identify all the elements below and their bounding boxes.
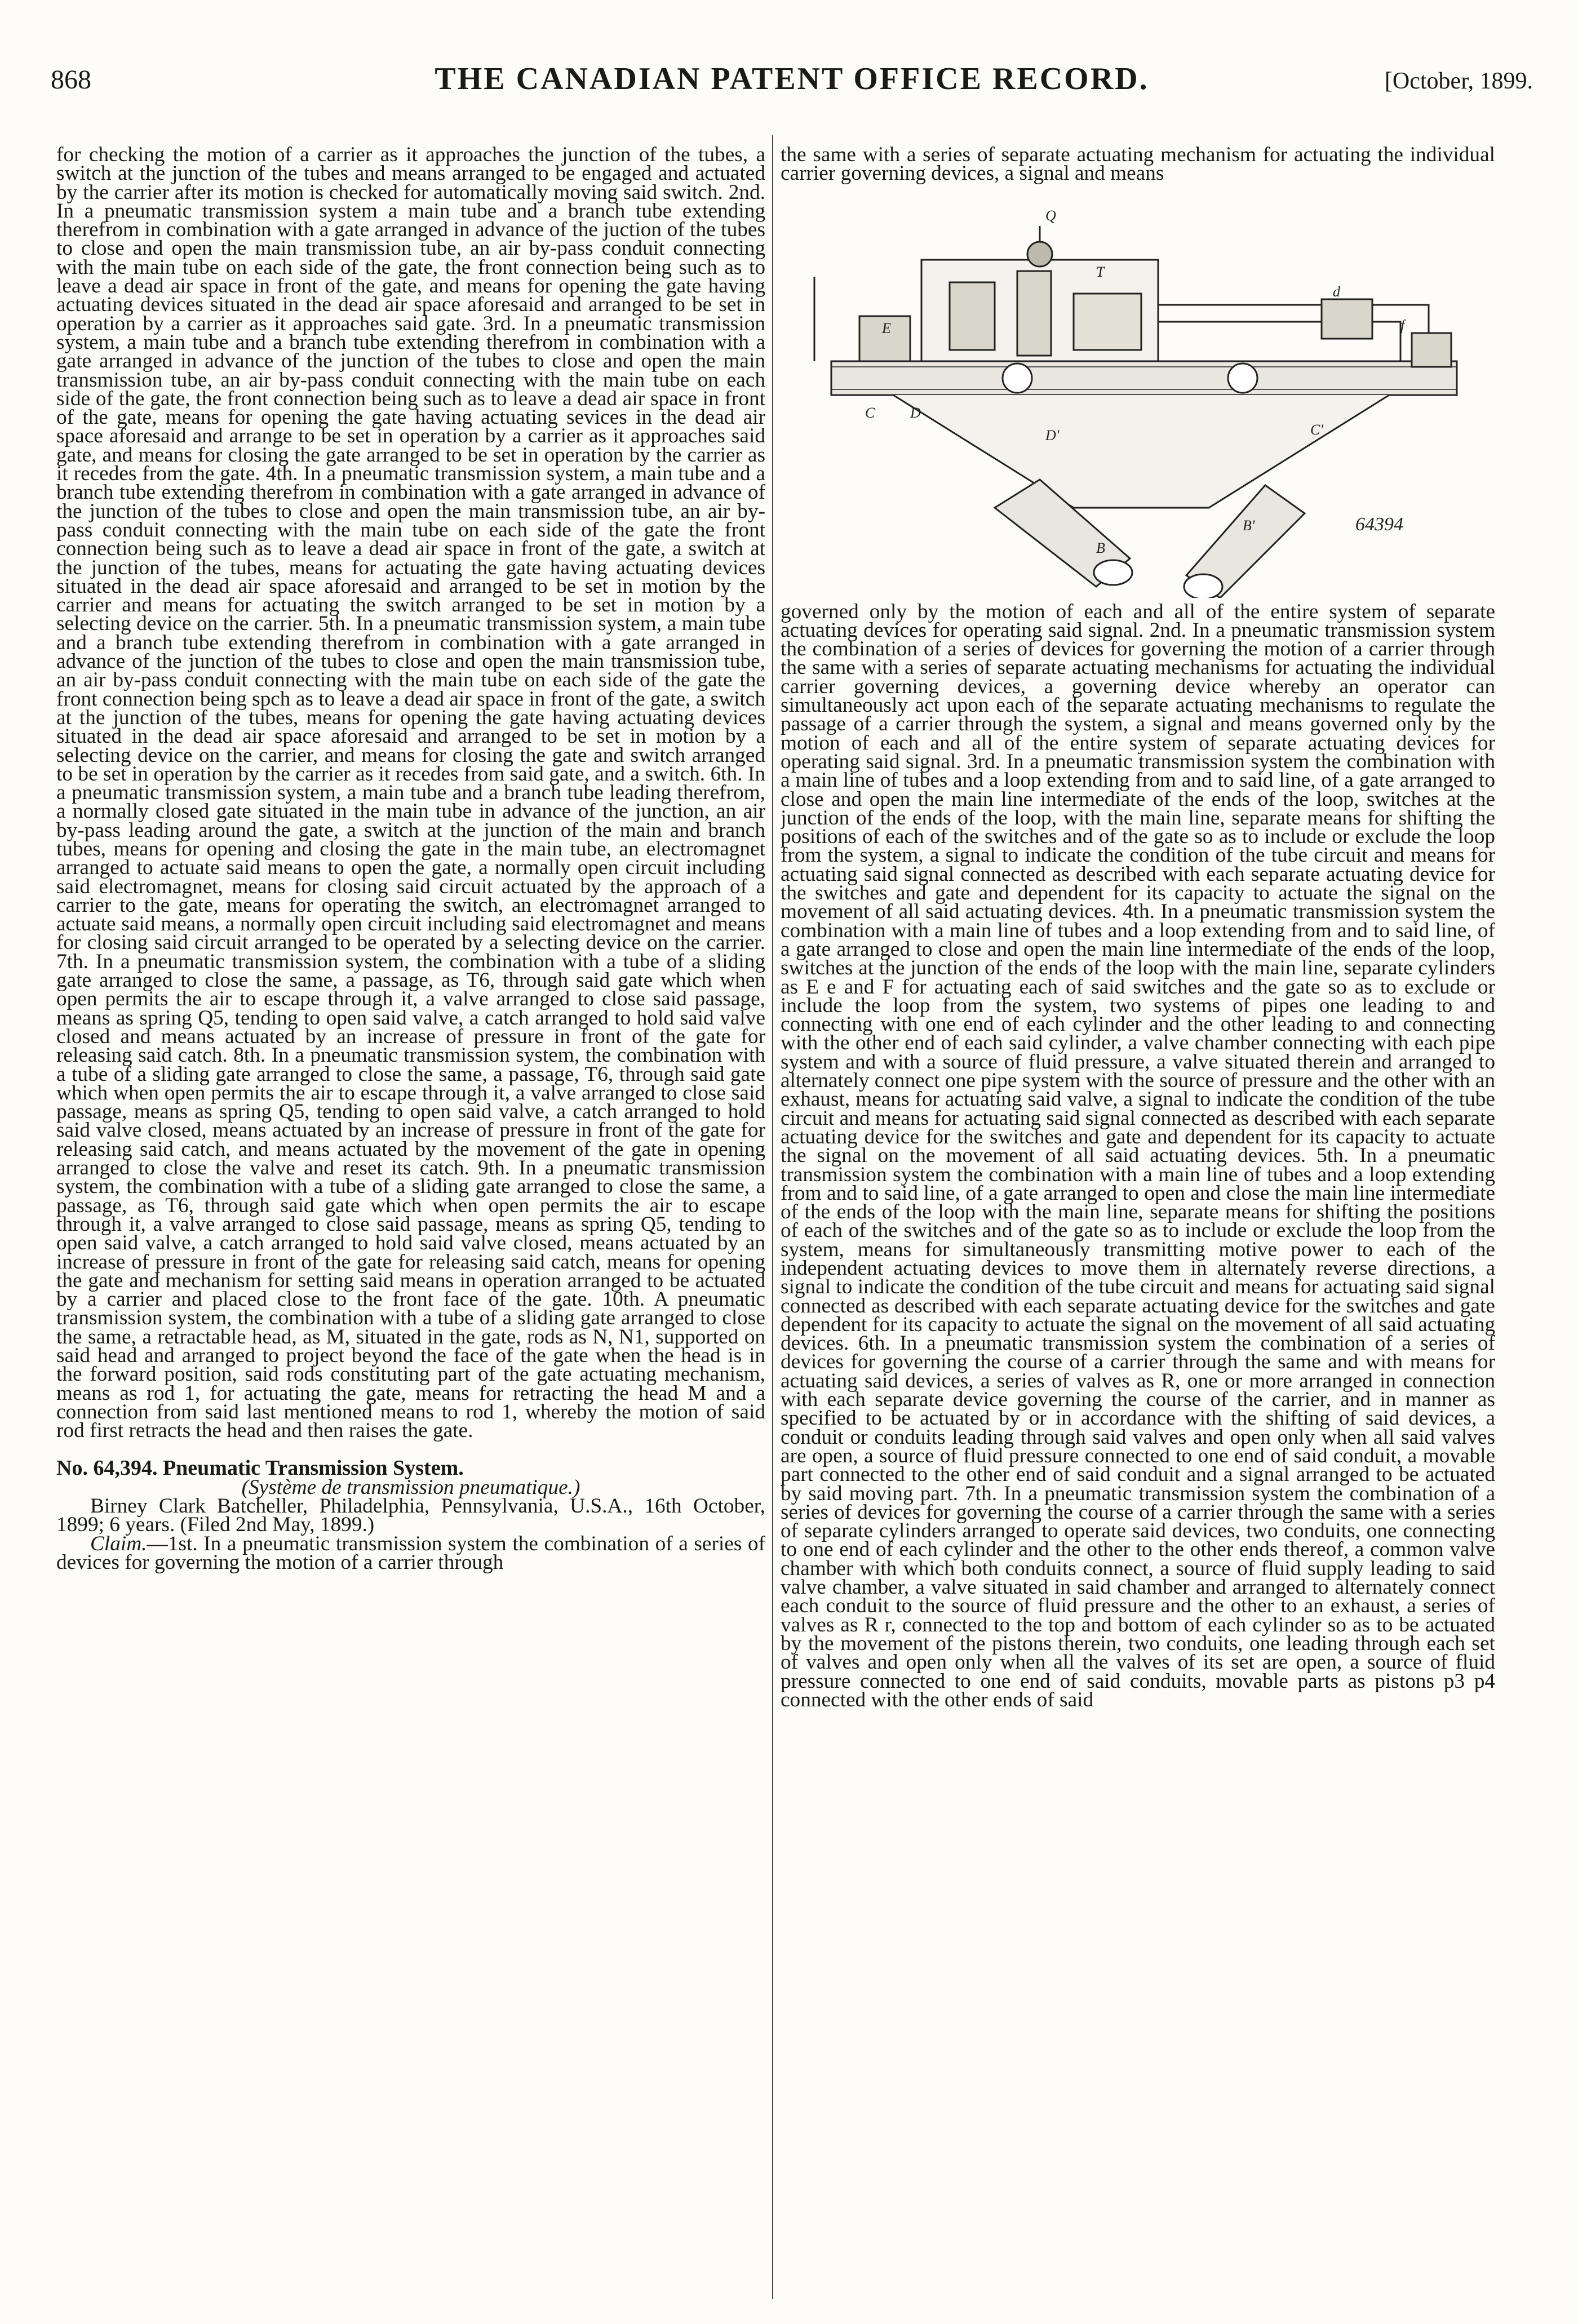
continued-claims-text: for checking the motion of a carrier as it approaches the junction of the tubes, a switch at the junction of the tubes and means arranged to be engaged and actuated by the carrier after its motion is checked for automatically moving said switch. 2nd. In a pneumatic transmission system a main tube and a branch tube extending therefrom in combination with a gate arranged in advance of the juction of the tubes to close and open the main transmission tube, an air by-pass conduit connecting with the main tube on each side of the gate, the front connection being such as to leave a dead air space in front of the gate, and means for opening the gate having actuating devices situated in the dead air space aforesaid and arranged to be set in operation by a carrier as it approaches said gate. 3rd. In a pneumatic transmission system, a main tube and a branch tube extending therefrom in combination with a gate arranged in advance of the junction of the tubes to close and open the main transmission tube, an air by-pass conduit connecting with the main tube on each side of the gate, the front connection being such as to leave a dead air space in front of the gate, means for opening the gate having actuating sevices in the dead air space aforesaid and arrange to be set in operation by a carrier as it approaches said gate, and means for closing the gate arranged to be set in operation by the carrier as it recedes from the gate. 4th. In a pneumatic transmission system, a main tube and a branch tube extending therefrom in combination with a gate arranged in advance of the junction of the tubes to close and open the main transmission tube, an air by-pass conduit connecting with the main tube on each side of the gate the front connection being such as to leave a dead air space in front of the gate, a switch at the junction of the tubes, means for actuating the gate having actuating devices situated in the dead air space aforesaid and arranged to be set in motion by the carrier and means for actuating the switch arranged to be set in motion by a selecting device on the carrier. 5th. In a pneumatic transmission system, a main tube and a branch tube extending therefrom in combination with a gate arranged in advance of the junction of the tubes to close and open the main transmission tube, an air by-pass conduit connecting with the main tube on each side of the gate the front connection being spch as to leave a dead air space in front of the gate, a switch at the junction of the tubes, means for opening the gate having actuating devices situated in the dead air space aforesaid and arranged to be set in motion by a selecting device on the carrier, and means for closing the gate and switch arranged to be set in operation by the carrier as it recedes from said gate, and a switch. 6th. In a pneumatic transmission system, a main tube and a branch tube leading therefrom, a normally closed gate situated in the main tube in advance of the junction, an air by-pass leading around the gate, a switch at the junction of the main and branch tubes, means for opening and closing the gate in the main tube, an electromagnet arranged to actuate said means to open the gate, a normally open circuit including said electromagnet, means for closing said circuit actuated by the approach of a carrier to the gate, means for operating the switch, an electromagnet arranged to actuate said means, a normally open circuit including said electromagnet and means for closing said circuit arranged to be operated by a selecting device on the carrier. 7th. In a pneumatic transmission system, the combination with a tube of a sliding gate arranged to close the same, a passage, as T6, through said gate which when open permits the air to escape through it, a valve arranged to close said passage, means as spring Q5, tending to open said valve, a catch arranged to hold said valve closed and means actuated by an increase of pressure in front of the gate for releasing said catch. 8th. In a pneumatic transmission system, the combination with a tube of a sliding gate arranged to close the same, a passage, T6, through said gate which when open permits the air to escape through it, a valve arranged to close said passage, means as spring Q5, tending to open said valve, a catch arranged to hold said valve closed, means actuated by an increase of pressure in front of the gate for releasing said catch, and means actuated by the movement of the gate in opening arranged to close the valve and reset its catch. 9th. In a pneumatic transmission system, the combination with a tube of a sliding gate arranged to close the same, a passage, as T6, through said gate which when open permits the air to escape through it, a valve arranged to close said passage, means as spring Q5, tending to open said valve, a catch arranged to hold said valve closed, means actuated by an increase of pressure in front of the gate for releasing said catch, means for opening the gate and mechanism for setting said means in operation arranged to be actuated by a carrier and placed close to the front face of the gate. 10th. A pneumatic transmission system, the combination with a tube of a sliding gate arranged to close the same, a retractable head, as M, situated in the gate, rods as N, N1, supported on said head and arranged to project beyond the face of the gate when the head is in the forward position, said rods constituting part of the gate actuating mechanism, means as rod 1, for actuating the gate, means for retracting the head M and a connection from said last mentioned means to rod 1, whereby the motion of said rod first retracts the head and then raises the gate. (56, 145, 765, 1443)
right-column-claims-text: governed only by the motion of each and all of the entire system of separate actuating devices for operating said signal. 2nd. In a pneumatic transmission system the combination of a series of devices for governing the motion of a carrier through the same with a series of separate actuating mechanisms for actuating the individual carrier governing devices, a governing device whereby an operator can simultaneously act upon each of the separate actuating mechanisms to regulate the passage of a carrier through the system, a signal and means governed only by the motion of each and all of the entire system of separate actuating devices for operating said signal. 3rd. In a pneumatic transmission system the combination with a main line of tubes and a loop extending from and to said line, of a gate arranged to close and open the main line intermediate of the ends of the loop, switches at the junction of the ends of the loop, with the main line, separate means for shifting the positions of each of the switches and of the gate so as to include or exclude the loop from the system, a signal to indicate the condition of the tube circuit and means for actuating said signal connected as described with each separate actuating device for the switches and gate and dependent for its capacity to actuate the signal on the movement of all said actuating devices. 4th. In a pneumatic transmission system the combination with a main line of tubes and a loop extending from and to said line, of a gate arranged to close and open the main line intermediate of the ends of the loop, switches at the junction of the ends of the loop with the main line, separate cylinders as E e and F for actuating each of said switches and the gate so as to exclude or include the loop from the system, two systems of pipes one leading to and connecting with one end of each cylinder and the other leading to and connecting with the other end of each said cylinder, a valve chamber connecting with each pipe system and with a source of fluid pressure, a valve situated therein and arranged to alternately connect one pipe system with the source of pressure and the other with an exhaust, means for actuating said valve, a signal to indicate the condition of the tube circuit and means for actuating said signal connected as described with each separate actuating device for the switches and gate and dependent for its capacity to actuate the signal on the movement of all said actuating devices. 5th. In a pneumatic transmission system the combination with a main line of tubes and a loop extending from and to said line, of a gate arranged to open and close the main line intermediate of the ends of the loop with the main line, separate means for shifting the positions of each of the switches and of the gate so as to include or exclude the loop from the system, means for simultaneously transmitting motive power to each of the independent actuating devices to move them in alternately reverse directions, a signal to indicate the condition of the tube circuit and means for actuating said signal connected as described with each separate actuating device for the switches and gate dependent for its capacity to actuate the signal on the movement of all said actuating devices. 6th. In a pneumatic transmission system the combination of a series of devices for governing the course of a carrier through the same and with means for actuating said devices, a series of valves as R, one or more arranged in connection with each separate device governing the course of the carrier, and in manner as specified to be actuated by or in accordance with the shifting of said devices, a conduit or conduits leading through said valves and open only when all said valves are open, a source of fluid pressure connected to one end of said conduit, a movable part connected to the other end of said conduit and a signal arranged to be actuated by said moving part. 7th. In a pneumatic transmission system the combination of a series of devices for governing the course of a carrier through the same with a series of separate cylinders arranged to operate said devices, two conduits, one connecting to one end of each cylinder and the other to the other ends thereof, a common valve chamber with which both conduits connect, a source of fluid supply leading to said valve chamber, a valve situated in said chamber and arranged to alternately connect each conduit to the source of fluid pressure and the other to an exhaust, a series of valves as R r, connected to the top and bottom of each cylinder so as to be actuated by the movement of the pistons therein, two conduits, one leading through each set of valves and open only when all the valves of its set are open, a source of fluid pressure connected to one end of said conduits, movable parts as pistons p3 p4 connected with the other ends of said (781, 600, 1495, 1711)
junction-body (893, 395, 1389, 508)
issue-date: [October, 1899. (1384, 68, 1533, 94)
main-tube (831, 361, 1457, 395)
figure-label: E (882, 320, 891, 336)
right-column (781, 145, 1495, 2304)
figure-label: T (1096, 263, 1105, 280)
page-number: 868 (51, 65, 91, 95)
page-header (51, 61, 1533, 106)
figure-label: B' (1243, 517, 1255, 534)
figure-label: C (865, 404, 875, 421)
patent-heading: No. 64,394. Pneumatic Transmission System. (56, 1456, 464, 1480)
column-divider (772, 135, 773, 2299)
left-column (56, 145, 765, 2304)
claim-label: Claim. (90, 1532, 147, 1555)
claim-paragraph (56, 1534, 765, 1572)
figure-label: C' (1310, 421, 1323, 438)
drawing-number: 64394 (1355, 513, 1403, 535)
figure-label: B (1096, 539, 1105, 556)
patent-drawing (781, 192, 1495, 598)
figure-label: f (1400, 317, 1405, 334)
patent-entry (56, 1456, 765, 1574)
figure-label: D' (1045, 427, 1060, 443)
claim-text: —1st. In a pneumatic transmission system the combination of a series of devices for governing the motion of a carrier through (56, 1532, 765, 1574)
right-column-top-text: the same with a series of separate actuating mechanism for actuating the individual carrier governing devices, a signal and means (781, 145, 1495, 185)
journal-title: THE CANADIAN PATENT OFFICE RECORD. (435, 61, 1149, 96)
figure-label: d (1333, 283, 1340, 300)
inventor-line: Birney Clark Batcheller, Philadelphia, Pennsylvania, U.S.A., 16th October, 1899; 6 years. (Filed 2nd May, 1899.) (56, 1494, 765, 1537)
patent-subtitle: (Système de transmission pneumatique.) (241, 1475, 580, 1499)
figure-label: Q (1045, 207, 1056, 224)
figure-label: D (910, 404, 921, 421)
